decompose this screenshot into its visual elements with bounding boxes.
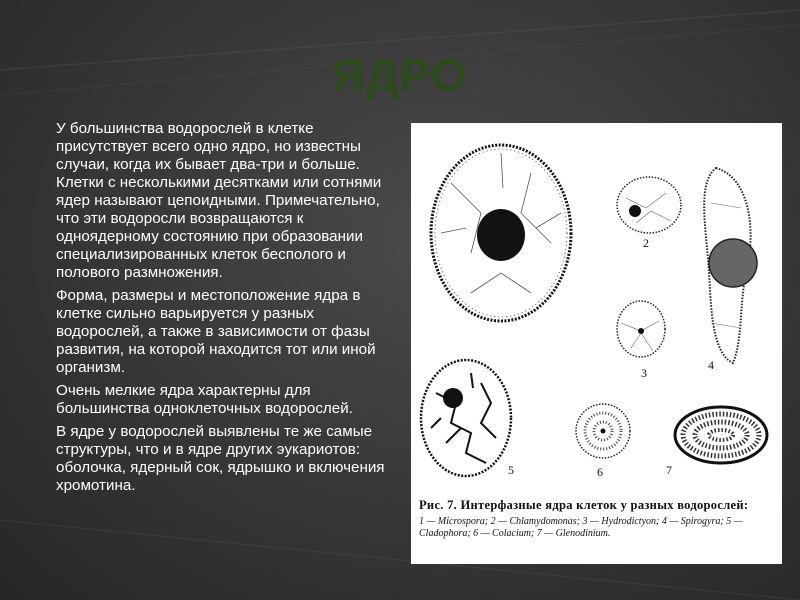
paragraph-2: Форма, размеры и местоположение ядра в клетке сильно варьируется у разных водорослей, а также в зависимости от фазы развития, на которой находится тот или иной организм. [56, 287, 376, 376]
body-text [56, 120, 396, 500]
caption-title: Рис. 7. Интерфазные ядра клеток у разных водорослей: [419, 498, 749, 512]
figure-caption [419, 498, 777, 540]
cell-2-chlamydomonas [617, 177, 681, 233]
cell-6-colacium [576, 404, 630, 458]
paragraph-1: У большинства водорослей в клетке присутствует всего одно ядро, но известны случаи, когда их бывает два-три и больше. Клетки с несколькими десятками или сотнями ядер называют цепоидными. Примечательно, что эти водоросли возвращаются к одноядерному состоянию при образовании специализированных клеток бесполого и полового размножения. [56, 120, 382, 281]
paragraph-3: Очень мелкие ядра характерны для большинства одноклеточных водорослей. [56, 382, 353, 417]
cell-3-hydrodictyon [617, 301, 665, 357]
label-cell-3: 3 [641, 366, 647, 380]
label-cell-4: 4 [708, 358, 714, 372]
nuclei-figure [411, 123, 782, 564]
cell-5-cladophora [421, 360, 511, 476]
cells-illustration [411, 123, 782, 493]
label-cell-6: 6 [597, 465, 603, 479]
cell-1-microspora [431, 145, 571, 321]
cell-4-spirogyra [704, 168, 757, 363]
caption-legend: 1 — Microspora; 2 — Chlamydomonas; 3 — Hydrodictyon; 4 — Spirogyra; 5 — Cladophora; 6 — Colacium; 7 — Glenodinium. [419, 516, 743, 539]
paragraph-4: В ядре у водорослей выявлены те же самые структуры, что и в ядре других эукариотов: оболочка, ядерный сок, ядрышко и включения хромотина. [56, 423, 385, 494]
label-cell-5: 5 [508, 463, 514, 477]
label-cell-2: 2 [643, 236, 649, 250]
cell-7-glenodinium [675, 407, 767, 463]
label-cell-7: 7 [666, 463, 672, 477]
slide-title: ЯДРО [332, 49, 468, 101]
